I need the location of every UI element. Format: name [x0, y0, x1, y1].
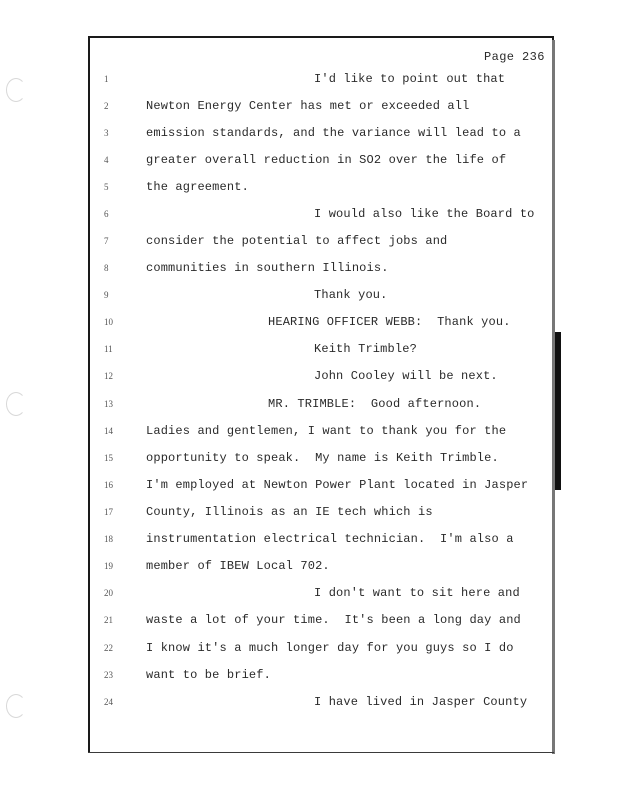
- transcript-line: greater overall reduction in SO2 over the life of: [146, 153, 507, 167]
- transcript-line: Thank you.: [314, 288, 388, 302]
- page-number: Page 236: [484, 50, 545, 64]
- transcript-line: emission standards, and the variance will lead to a: [146, 126, 521, 140]
- line-number: 3: [104, 128, 109, 138]
- transcript-line: member of IBEW Local 702.: [146, 559, 330, 573]
- line-number: 20: [104, 588, 113, 598]
- line-number: 23: [104, 670, 113, 680]
- line-number: 15: [104, 453, 113, 463]
- transcript-line: I would also like the Board to: [314, 207, 535, 221]
- line-number: 16: [104, 480, 113, 490]
- transcript-line: I'd like to point out that: [314, 72, 506, 86]
- transcript-line: I'm employed at Newton Power Plant located in Jasper: [146, 478, 529, 492]
- line-number: 7: [104, 236, 109, 246]
- transcript-line: HEARING OFFICER WEBB: Thank you.: [268, 315, 511, 329]
- transcript-line: instrumentation electrical technician. I'm also a: [146, 532, 514, 546]
- transcript-line: I know it's a much longer day for you guys so I do: [146, 641, 514, 655]
- transcript-line: opportunity to speak. My name is Keith Trimble.: [146, 451, 499, 465]
- transcript-line: Newton Energy Center has met or exceeded all: [146, 99, 470, 113]
- transcript-line: consider the potential to affect jobs and: [146, 234, 448, 248]
- transcript-line: MR. TRIMBLE: Good afternoon.: [268, 397, 482, 411]
- transcript-line: I have lived in Jasper County: [314, 695, 528, 709]
- line-number: 14: [104, 426, 113, 436]
- line-number: 1: [104, 74, 109, 84]
- transcript-line: County, Illinois as an IE tech which is: [146, 505, 433, 519]
- transcript-line: waste a lot of your time. It's been a long day and: [146, 613, 521, 627]
- transcript-line: the agreement.: [146, 180, 249, 194]
- line-number: 12: [104, 371, 113, 381]
- line-number: 10: [104, 317, 113, 327]
- punch-hole-middle: [6, 392, 26, 416]
- punch-hole-top: [6, 78, 26, 102]
- line-number: 4: [104, 155, 109, 165]
- line-number: 21: [104, 615, 113, 625]
- line-number: 2: [104, 101, 109, 111]
- line-number: 18: [104, 534, 113, 544]
- transcript-line: John Cooley will be next.: [314, 369, 498, 383]
- transcript-line: I don't want to sit here and: [314, 586, 520, 600]
- line-number: 9: [104, 290, 109, 300]
- line-number: 24: [104, 697, 113, 707]
- transcript-line: Keith Trimble?: [314, 342, 417, 356]
- page-frame-bottom-edge: [88, 752, 554, 753]
- line-number: 5: [104, 182, 109, 192]
- punch-hole-bottom: [6, 694, 26, 718]
- line-number: 22: [104, 643, 113, 653]
- line-number: 19: [104, 561, 113, 571]
- line-number: 17: [104, 507, 113, 517]
- line-number: 8: [104, 263, 109, 273]
- line-number: 11: [104, 344, 113, 354]
- line-number: 6: [104, 209, 109, 219]
- transcript-line: Ladies and gentlemen, I want to thank you for the: [146, 424, 507, 438]
- margin-bar: [555, 332, 561, 490]
- transcript-line: communities in southern Illinois.: [146, 261, 389, 275]
- line-number: 13: [104, 399, 113, 409]
- transcript-line: want to be brief.: [146, 668, 271, 682]
